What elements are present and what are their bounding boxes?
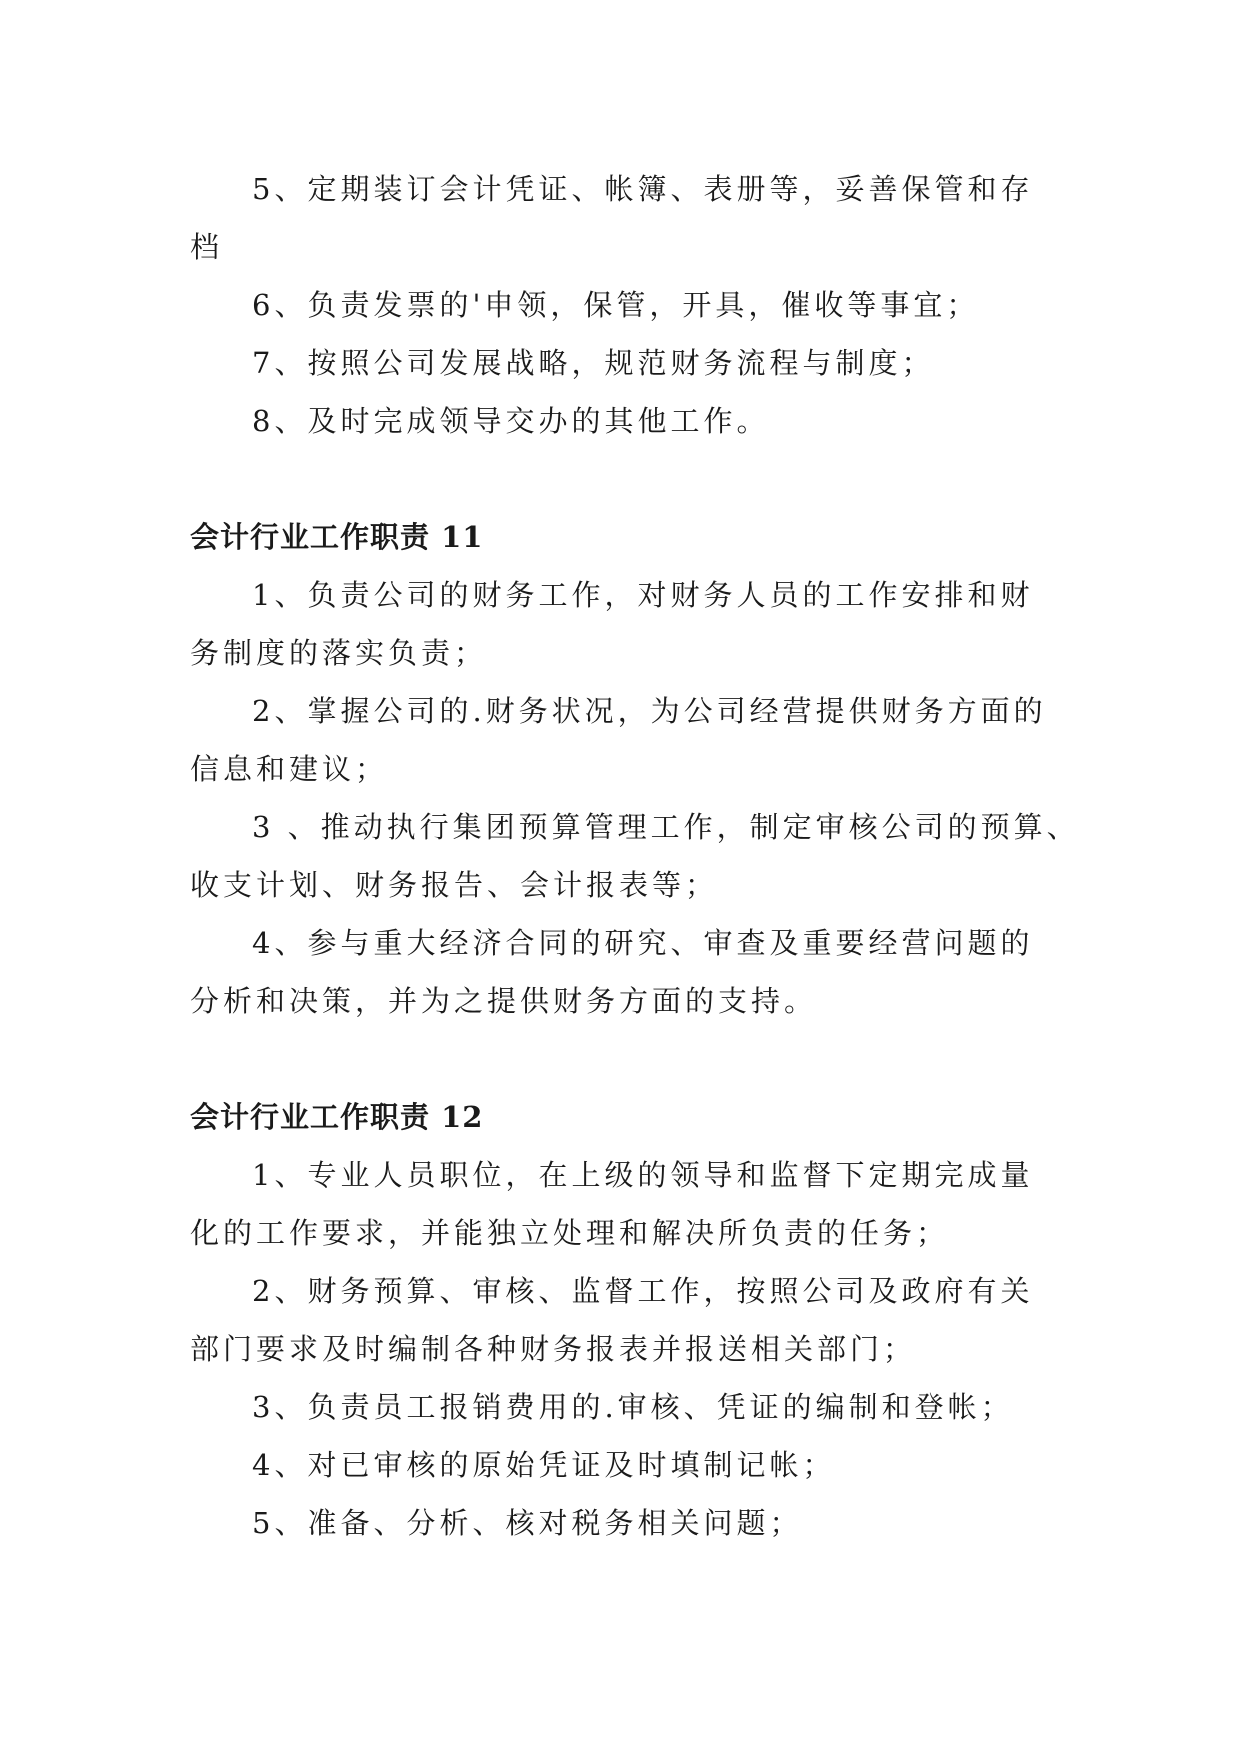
list-item	[190, 914, 1050, 1030]
list-item-line: 4、对已审核的原始凭证及时填制记帐；	[252, 1448, 836, 1482]
list-item	[190, 1378, 1050, 1436]
list-item-line: 4、参与重大经济合同的研究、审查及重要经营问题的	[252, 926, 1034, 960]
list-item-line: 档	[190, 230, 224, 264]
list-item-line: 5、准备、分析、核对税务相关问题；	[252, 1506, 803, 1540]
list-item-line: 5、定期装订会计凭证、帐簿、表册等，妥善保管和存	[252, 172, 1034, 206]
list-item	[190, 682, 1050, 798]
section-title: 会计行业工作职责 12	[190, 1100, 484, 1134]
section-spacer	[190, 450, 1050, 508]
section-prev-list	[190, 160, 1050, 450]
document-content	[190, 160, 1080, 1552]
list-item-line: 务制度的落实负责；	[190, 636, 488, 670]
list-item	[190, 566, 1050, 682]
list-item-line: 2、掌握公司的.财务状况，为公司经营提供财务方面的	[252, 694, 1047, 728]
list-item	[190, 1146, 1050, 1262]
list-item-line: 收支计划、财务报告、会计报表等；	[190, 868, 719, 902]
list-item	[190, 1262, 1050, 1378]
list-item-line: 7、按照公司发展战略，规范财务流程与制度；	[252, 346, 935, 380]
section-11	[190, 508, 1080, 1030]
list-item-line: 6、负责发票的'申领，保管，开具，催收等事宜；	[252, 288, 980, 322]
section-12	[190, 1088, 1050, 1552]
list-item	[190, 1494, 1050, 1552]
list-item-line: 3、负责员工报销费用的.审核、凭证的编制和登帐；	[252, 1390, 1014, 1424]
list-item-line: 1、负责公司的财务工作，对财务人员的工作安排和财	[252, 578, 1034, 612]
list-item-line: 分析和决策，并为之提供财务方面的支持。	[190, 984, 818, 1018]
section-title: 会计行业工作职责 11	[190, 520, 484, 554]
list-item	[190, 160, 1050, 276]
list-item-line: 2、财务预算、审核、监督工作，按照公司及政府有关	[252, 1274, 1034, 1308]
list-item-line: 化的工作要求，并能独立处理和解决所负责的任务；	[190, 1216, 950, 1250]
list-item	[190, 276, 1050, 334]
list-item-line: 信息和建议；	[190, 752, 389, 786]
list-item	[190, 392, 1050, 450]
list-item	[190, 334, 1050, 392]
list-item-line: 1、专业人员职位，在上级的领导和监督下定期完成量	[252, 1158, 1034, 1192]
list-item-line: 8、及时完成领导交办的其他工作。	[252, 404, 770, 438]
list-item	[190, 798, 1080, 914]
list-item	[190, 1436, 1050, 1494]
list-item-line: 部门要求及时编制各种财务报表并报送相关部门；	[190, 1332, 917, 1366]
section-spacer	[190, 1030, 1050, 1088]
list-item-line: 3 、推动执行集团预算管理工作，制定审核公司的预算、	[252, 810, 1080, 844]
